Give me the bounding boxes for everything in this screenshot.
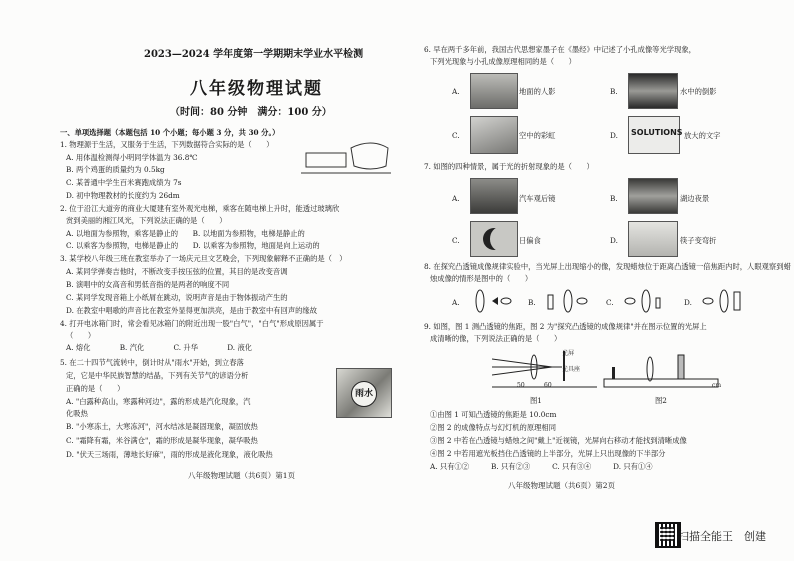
option-caption: 水中的倒影 (680, 87, 717, 96)
question-line: 4. 打开电冰箱门时，常会看见冰箱门的附近出现一股"白气"，"白气"形成原因属于 (60, 319, 324, 328)
statement-line: ①由图 1 可知凸透镜的焦距是 10.0cm (430, 410, 557, 419)
option-letter: B. (610, 194, 618, 203)
lens-diagram-b (542, 288, 590, 314)
exam-title: 八年级物理试题 (190, 79, 323, 99)
option-line: C. 某普通中学生百米赛跑成绩为 7s (66, 178, 182, 187)
figure-label: 光具座 (562, 366, 581, 373)
option-letter: D. (684, 298, 692, 307)
option-line: 化吸热 (66, 409, 88, 418)
option-letter: D. (610, 131, 618, 140)
section-heading: 一、单项选择题（本题包括 10 个小题；每小题 3 分，共 30 分。） (60, 128, 280, 137)
option-line: C. "霜降有霜，米谷满仓"，霜的形成是凝华现象，凝华吸热 (66, 436, 258, 445)
question-line: 3. 某学校八年级三班在教室举办了一场庆元旦文艺晚会，下列现象解释不正确的是（ ） (60, 254, 347, 263)
question-line: 5. 在二十四节气流转中，倒计时从"雨水"开始，到立春落 (60, 358, 244, 367)
option-line: B. 两个鸡蛋的质量约为 0.5kg (66, 165, 165, 174)
option-caption: 汽车观后镜 (519, 194, 556, 203)
figure-label: 光屏 (562, 350, 575, 357)
option-letter: A. (452, 298, 460, 307)
figure-caption: 图2 (655, 396, 667, 405)
statement-line: ②图 2 的成像特点与幻灯机的原理相同 (430, 423, 557, 432)
scale-illustration (296, 128, 394, 188)
question-line: 成清晰的像，下列说法正确的是（ ） (430, 334, 562, 343)
question-line: 6. 早在两千多年前，我国古代思想家墨子在《墨经》中记述了小孔成像等光学现象， (424, 45, 696, 54)
mirror-photo (470, 178, 518, 214)
option-line: C. 某同学发现音箱上小纸屑在跳动，说明声音是由于物体振动产生的 (66, 293, 288, 302)
image-caption: 雨水 (351, 381, 377, 407)
option-line: A. "白露种高山，寒露种河边"，露的形成是汽化现象，汽 (66, 397, 251, 406)
statement-line: ④图 2 中若用遮光板挡住凸透镜的上半部分，光屏上只出现像的下半部分 (430, 449, 666, 458)
question-line: 7. 如图的四种情景，属于光的折射现象的是（ ） (424, 162, 594, 171)
option-letter: C. (606, 298, 614, 307)
page-one (58, 0, 394, 540)
scanner-watermark: 扫描全能王 创建 (678, 530, 766, 543)
option-letter: C. (452, 131, 460, 140)
question-line: 8. 在探究凸透镜成像规律实验中，当光屏上出现缩小的像，发现蜡烛位于距离凸透镜一倍焦距内时，人眼观察到蜡 (424, 262, 791, 271)
reflection-photo (628, 73, 678, 109)
option-caption: 地面的人影 (519, 87, 556, 96)
option-caption: 日偏食 (519, 236, 541, 245)
figure-tick: 50 (517, 382, 525, 389)
exam-header: 2023—2024 学年度第一学期期末学业水平检测 (144, 49, 364, 60)
option-caption: 湖边夜景 (680, 194, 710, 203)
option-line: D. 初中物理教材的长度约为 26dm (66, 191, 180, 200)
question-line: 2. 位于沿江大道旁的商业大厦建有室外观光电梯，乘客在随电梯上升时，能透过玻璃欣 (60, 204, 340, 213)
option-line: D. 在教室中唱歌的声音比在教室外显得更加洪亮，是由于教室中有回声的缘故 (66, 306, 318, 315)
option-caption: 空中的彩虹 (519, 131, 556, 140)
magnifier-photo (628, 116, 683, 154)
option-line: C. 以乘客为参照物，电梯是静止的 D. 以乘客为参照物，地面是向上运动的 (66, 241, 320, 250)
question-line: 赏到美丽的湘江风光，下列说法正确的是（ ） (66, 216, 227, 225)
option-letter: C. (452, 236, 460, 245)
lens-diagram-c (620, 288, 668, 314)
question-line: 定，它是中华民族智慧的结晶，下列有关节气的谚语分析 (66, 371, 249, 380)
option-letter: A. (452, 194, 460, 203)
option-line: A. 只有①② B. 只有②③ C. 只有③④ D. 只有①④ (430, 462, 653, 471)
eclipse-photo (470, 221, 518, 257)
option-line: A. 某同学弹奏吉他时，不断改变手按压弦的位置，其目的是改变音调 (66, 267, 288, 276)
lens-diagram-a (466, 288, 514, 314)
rainbow-photo (470, 116, 518, 154)
option-line: A. 熔化 B. 汽化 C. 升华 D. 液化 (66, 343, 253, 352)
lake-photo (628, 178, 678, 214)
option-line: A. 用体温检测得小明同学体温为 36.8℃ (66, 153, 198, 162)
figure-caption: 图1 (530, 396, 542, 405)
question-line: （ ） (66, 331, 96, 340)
lens-diagram-d (698, 288, 746, 314)
statement-line: ③图 2 中若在凸透镜与蜡烛之间"戴上"近视镜，光屏向右移动才能找到清晰成像 (430, 436, 687, 445)
page-footer: 八年级物理试题（共6页）第1页 (188, 471, 296, 480)
option-line: B. "小寒冻土，大寒冻河"，河水结冰是凝固现象，凝固放热 (66, 422, 258, 431)
figure-tick: 60 (544, 382, 552, 389)
option-line: A. 以地面为参照物，乘客是静止的 B. 以地面为参照物，电梯是静止的 (66, 229, 305, 238)
option-letter: B. (610, 87, 618, 96)
option-caption: 筷子变弯折 (680, 236, 717, 245)
magnified-text: SOLUTIONS (631, 128, 683, 137)
question-line: 9. 如图，图 1 测凸透镜的焦距，图 2 为"探究凸透镜的成像规律"并在图示位置的光屏上 (424, 322, 707, 331)
shadow-photo (470, 73, 518, 109)
rain-water-image (336, 368, 392, 418)
option-caption: 放大的文字 (684, 131, 721, 140)
question-line: 烛成像的情形是图中的（ ） (430, 274, 533, 283)
figure-two (602, 345, 722, 395)
figure-one (492, 347, 602, 397)
exam-time: （时间：80 分钟 满分：100 分） (170, 107, 332, 118)
option-line: D. "伏天三场雨，薄地长好麻"，雨的形成是液化现象，液化吸热 (66, 450, 273, 459)
chopsticks-photo (628, 221, 678, 257)
figure-unit: cm (712, 382, 722, 389)
page-two (422, 0, 791, 540)
option-letter: D. (610, 236, 618, 245)
question-line: 正确的是（ ） (66, 384, 125, 393)
question-line: 1. 物理源于生活，又服务于生活，下列数据符合实际的是（ ） (60, 140, 274, 149)
question-line: 下列光现象与小孔成像原理相同的是（ ） (430, 57, 576, 66)
page-footer: 八年级物理试题（共6页）第2页 (508, 481, 616, 490)
option-line: B. 演唱中的女高音和男低音指的是两者的响度不同 (66, 280, 230, 289)
option-letter: A. (452, 87, 460, 96)
option-letter: B. (528, 298, 536, 307)
